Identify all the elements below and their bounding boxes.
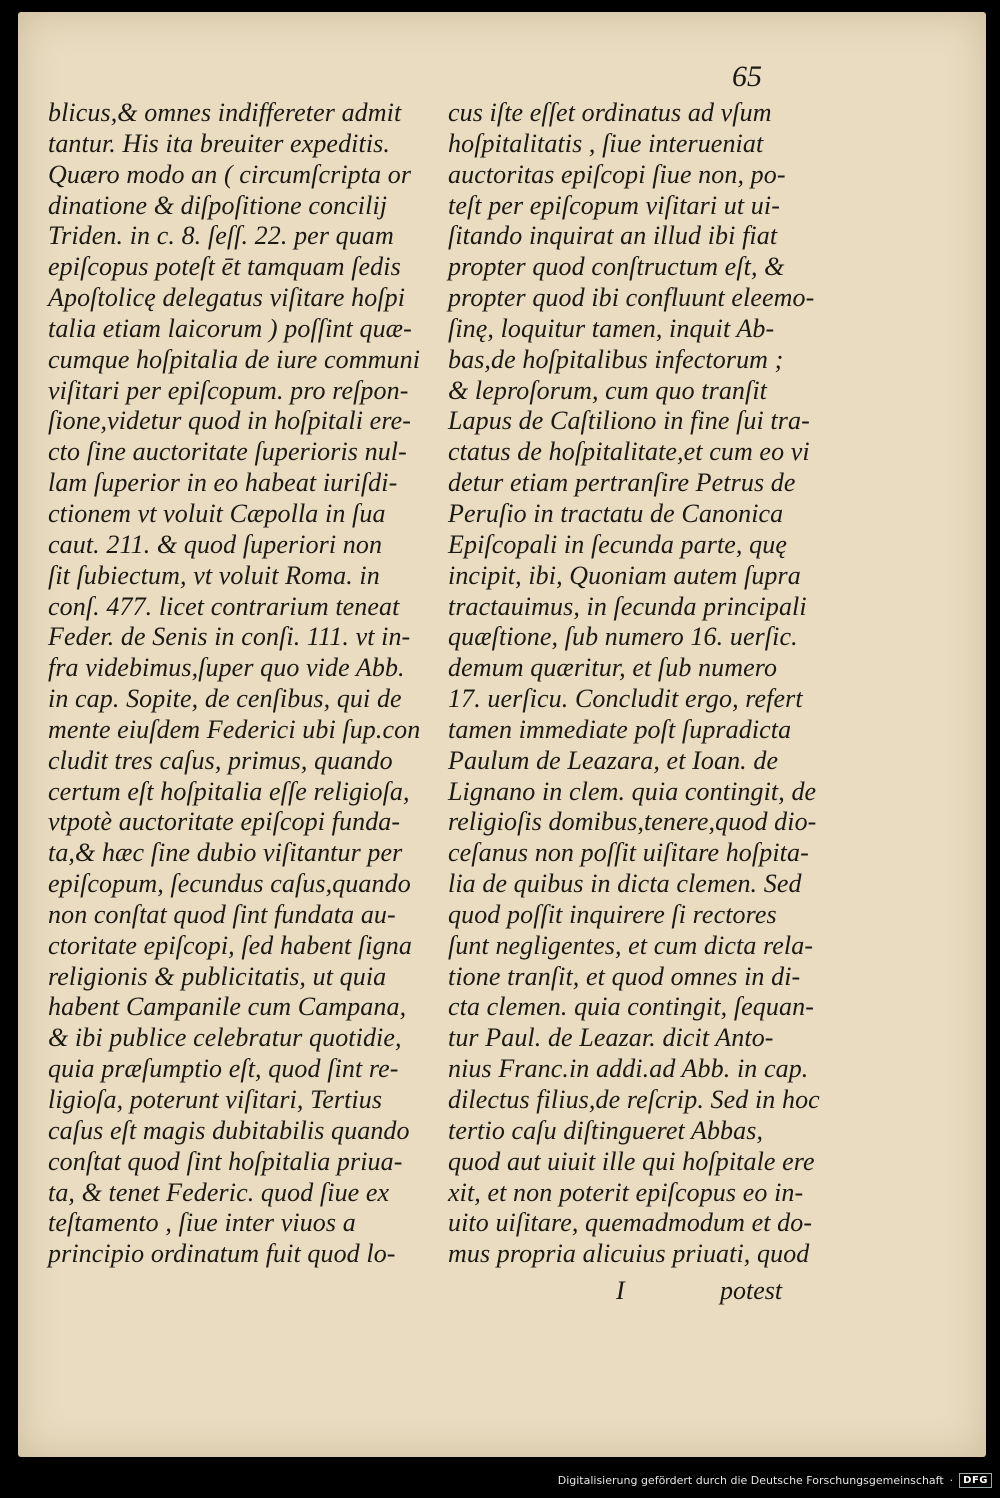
page-number: 65 [732, 60, 762, 93]
text-line: nius Franc.in addi.ad Abb. in cap. [448, 1054, 809, 1084]
text-line: dilectus filius,de reſcrip. Sed in hoc [448, 1085, 820, 1114]
text-line: ctoritate epiſcopi, ſed habent ſigna [48, 930, 412, 960]
text-line: fra videbimus,ſuper quo vide Abb. [48, 653, 405, 683]
text-line: Apoſtolicę delegatus viſitare hoſpi [48, 283, 406, 313]
text-line: caſus eſt magis dubitabilis quando [48, 1115, 410, 1145]
text-line: quod aut uiuit ille qui hoſpitale ere [448, 1146, 815, 1176]
text-line: tione tranſit, et quod omnes in di- [448, 961, 801, 991]
text-line: Paulum de Leazara, et Ioan. de [448, 745, 779, 775]
text-line: in cap. Sopite, de cenſibus, qui de [48, 684, 402, 714]
text-line: teſt per epiſcopum viſitari ut ui- [448, 190, 780, 220]
text-line: demum quæritur, et ſub numero [448, 653, 778, 683]
text-line: ligioſa, poterunt viſitari, Tertius [48, 1085, 383, 1114]
text-line: cludit tres caſus, primus, quando [48, 745, 393, 775]
book-page [18, 12, 986, 1457]
text-line: xit, et non poterit epiſcopus eo in- [448, 1177, 804, 1207]
text-line: habent Campanile cum Campana, [48, 992, 407, 1022]
text-line: quia præſumptio eſt, quod ſint re- [48, 1054, 399, 1084]
text-line: caut. 211. & quod ſuperiori non [48, 529, 383, 559]
text-line: propter quod ibi confluunt eleemo- [448, 283, 815, 313]
text-line: ceſanus non poſſit uiſitare hoſpita- [448, 838, 809, 868]
text-line: ctatus de hoſpitalitate,et cum eo vi [448, 437, 810, 467]
text-line: Triden. in c. 8. ſeſſ. 22. per quam [48, 221, 394, 251]
text-line: ta,& hæc ſine dubio viſitantur per [48, 838, 403, 868]
text-line: cus iſte eſſet ordinatus ad vſum [448, 98, 772, 127]
text-line: & ibi publice celebratur quotidie, [48, 1023, 402, 1053]
dfg-logo-icon: DFG [959, 1473, 992, 1488]
text-line: cumque hoſpitalia de iure communi [48, 344, 421, 374]
text-line: conſ. 477. licet contrarium teneat [48, 591, 400, 621]
footer-separator: · [949, 1473, 954, 1487]
text-line: Lignano in clem. quia contingit, de [448, 776, 817, 806]
text-line: tamen immediate poſt ſupradicta [448, 714, 792, 744]
text-line: ſunt negligentes, et cum dicta rela- [448, 930, 814, 960]
text-line: Feder. de Senis in conſi. 111. vt in- [48, 622, 411, 652]
text-line: cto ſine auctoritate ſuperioris nul- [48, 437, 407, 467]
text-line: religionis & publicitatis, ut quia [48, 961, 387, 991]
text-line: detur etiam pertranſire Petrus de [448, 468, 796, 498]
text-line: epiſcopus poteſt ēt tamquam ſedis [48, 252, 401, 282]
text-line: ſinę, loquitur tamen, inquit Ab- [448, 313, 775, 343]
text-line: viſitari per epiſcopum. pro reſpon- [48, 375, 409, 405]
text-line: non conſtat quod ſint fundata au- [48, 899, 396, 929]
text-line: Lapus de Caſtiliono in fine ſui tra- [448, 406, 810, 436]
text-line: incipit, ibi, Quoniam autem ſupra [448, 560, 801, 590]
text-line: mente eiuſdem Federici ubi ſup.con [48, 714, 421, 744]
text-line: lia de quibus in dicta clemen. Sed [448, 869, 802, 899]
text-line: principio ordinatum fuit quod lo- [48, 1239, 396, 1269]
text-line: tur Paul. de Leazar. dicit Anto- [448, 1023, 774, 1053]
catchword: potest [720, 1276, 783, 1305]
text-line: blicus,& omnes indiffereter admit [48, 98, 402, 127]
text-line: ſit ſubiectum, vt voluit Roma. in [48, 560, 380, 590]
text-line: lam ſuperior in eo habeat iuriſdi- [48, 468, 398, 498]
text-line: vtpotè auctoritate epiſcopi funda- [48, 807, 401, 837]
funding-notice: Digitalisierung gefördert durch die Deutsche Forschungsgemeinschaft [557, 1473, 944, 1487]
text-line: tantur. His ita breuiter expeditis. [48, 128, 390, 158]
text-line: religioſis domibus,tenere,quod dio- [448, 807, 817, 837]
text-line: bas,de hoſpitalibus infectorum ; [448, 344, 784, 374]
text-line: hoſpitalitatis , ſiue interueniat [448, 128, 764, 158]
text-line: dinatione & diſpoſitione concilij [48, 190, 388, 220]
text-line: & leproſorum, cum quo tranſit [448, 375, 767, 405]
text-line: Epiſcopali in ſecunda parte, quę [448, 529, 787, 559]
text-line: Quæro modo an ( circumſcripta or [48, 159, 412, 189]
text-line: cta clemen. quia contingit, ſequan- [448, 992, 814, 1022]
left-text-column [48, 98, 430, 1270]
funding-footer [558, 1468, 992, 1492]
text-line: talia etiam laicorum ) poſſint quæ- [48, 313, 412, 343]
text-line: conſtat quod ſint hoſpitalia priua- [48, 1146, 403, 1176]
text-line: certum eſt hoſpitalia eſſe religioſa, [48, 776, 410, 806]
text-line: mus propria alicuius priuati, quod [448, 1239, 810, 1269]
text-line: quod poſſit inquirere ſi rectores [448, 899, 777, 929]
text-line: tractauimus, in ſecunda principali [448, 591, 807, 621]
text-line: ta, & tenet Federic. quod ſiue ex [48, 1177, 390, 1207]
text-line: ſione,videtur quod in hoſpitali ere- [48, 406, 411, 436]
text-line: Peruſio in tractatu de Canonica [448, 498, 784, 528]
text-line: auctoritas epiſcopi ſiue non, po- [448, 159, 786, 189]
text-line: epiſcopum, ſecundus caſus,quando [48, 869, 411, 899]
signature-mark: I [616, 1276, 625, 1305]
text-line: quæſtione, ſub numero 16. uerſic. [448, 622, 798, 652]
text-line: teſtamento , ſiue inter viuos a [48, 1208, 356, 1238]
text-line: uito uiſitare, quemadmodum et do- [448, 1208, 813, 1238]
text-line: 17. uerſicu. Concludit ergo, refert [448, 684, 803, 714]
text-line: propter quod conſtructum eſt, & [448, 252, 785, 282]
text-line: tertio caſu diſtingueret Abbas, [448, 1115, 764, 1145]
right-text-column [448, 98, 840, 1270]
text-line: ctionem vt voluit Cæpolla in ſua [48, 498, 386, 528]
text-line: ſitando inquirat an illud ibi fiat [448, 221, 778, 251]
